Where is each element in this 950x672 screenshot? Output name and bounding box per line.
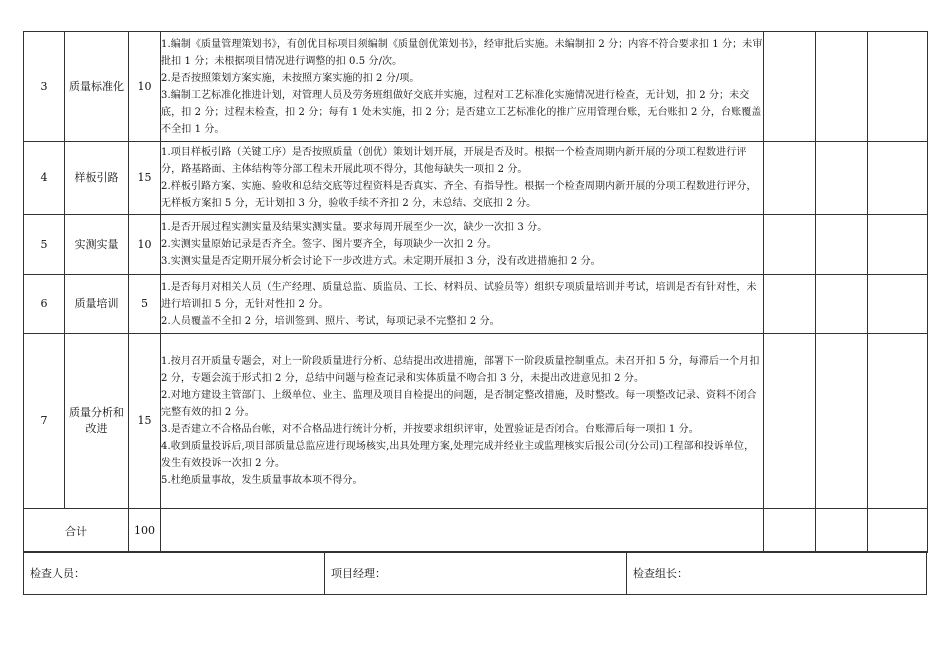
item-name: 质量标准化 [65,32,129,142]
row-number: 6 [24,275,65,334]
score-blank-cell [764,32,816,142]
score-blank-cell [816,142,868,215]
leader-signature-field[interactable] [627,552,926,594]
total-score: 100 [129,509,161,553]
total-label: 合计 [24,509,129,553]
criteria-cell [161,275,764,334]
manager-label: 项目经理： [331,567,386,580]
score-blank-cell [868,509,928,553]
inspector-label: 检查人员： [30,567,85,580]
criteria-line: 3.实测实量是否定期开展分析会讨论下一步改进方式。未定期开展扣 3 分，没有改进措施扣 2 分。 [161,256,601,267]
criteria-cell [161,334,764,509]
signature-row [23,551,927,595]
criteria-cell [161,142,764,215]
score-blank-cell [868,334,928,509]
criteria-line: 2.样板引路方案、实施、验收和总结交底等过程资料是否真实、齐全、有指导性。根据一个检查周期内新开展的分项工程数进行评分，无样板方案扣 5 分，无计划扣 3 分，验收手续不齐扣 2 分，未总结、交底扣 2 分。 [161,181,757,209]
criteria-line: 1.项目样板引路（关键工序）是否按照质量（创优）策划计划开展，开展是否及时。根据一个检查周期内新开展的分项工程数进行评分，路基路面、主体结构等分部工程未开展此项不得分，其他每缺失一项扣 2 分。 [161,147,747,175]
manager-signature-field[interactable] [325,552,627,594]
score-blank-cell [816,509,868,553]
score-blank-cell [816,275,868,334]
table-row [24,32,928,142]
score-blank-cell [868,142,928,215]
scoring-table [23,31,928,553]
item-score: 10 [129,32,161,142]
total-blank-cell [161,509,764,553]
table-row [24,142,928,215]
criteria-line: 1.是否每月对相关人员（生产经理、质量总监、质监员、工长、材料员、试验员等）组织专项质量培训并考试，培训是否有针对性，未进行培训扣 5 分，无针对性扣 2 分。 [161,281,757,310]
criteria-line: 1.按月召开质量专题会，对上一阶段质量进行分析、总结提出改进措施，部署下一阶段质量控制重点。未召开扣 5 分，每滞后一个月扣 2 分，专题会流于形式扣 2 分，总结中问题与检查记录和实体质量不吻合扣 3 分，未提出改进意见扣 2 分。 [161,356,760,384]
criteria-line: 3.是否建立不合格品台帐，对不合格品进行统计分析，并按要求组织评审，处置验证是否闭合。台账滞后每一项扣 1 分。 [161,424,699,435]
criteria-line: 2.对地方建设主管部门、上级单位、业主、监理及项目自检提出的问题，是否制定整改措施，及时整改。每一项整改记录、资料不闭合完整有效的扣 2 分。 [161,390,757,418]
row-number: 4 [24,142,65,215]
total-row [24,509,928,553]
criteria-cell [161,215,764,275]
item-name: 质量培训 [65,275,129,334]
score-blank-cell [816,334,868,509]
inspector-signature-field[interactable] [24,552,325,594]
item-name: 样板引路 [65,142,129,215]
item-score: 10 [129,215,161,275]
score-blank-cell [868,275,928,334]
criteria-cell [161,32,764,142]
score-blank-cell [868,215,928,275]
item-score: 15 [129,142,161,215]
table-row [24,275,928,334]
score-blank-cell [764,215,816,275]
criteria-line: 1.是否开展过程实测实量及结果实测实量。要求每周开展至少一次，缺少一次扣 3 分。 [161,222,548,233]
row-number: 5 [24,215,65,275]
criteria-line: 3.编制工艺标准化推进计划，对管理人员及劳务班组做好交底并实施，过程对工艺标准化实施情况进行检查，无计划，扣 2 分；未交底，扣 2 分；过程未检查，扣 2 分；每有 1 处未实施，扣 2 分；是否建立工艺标准化的推广应用管理台账，无台账扣 2 分，台账覆盖不全扣 1 分。 [161,89,762,135]
criteria-line: 2.实测实量原始记录是否齐全。签字、图片要齐全，每项缺少一次扣 2 分。 [161,239,497,250]
table-row [24,215,928,275]
score-blank-cell [868,32,928,142]
criteria-line: 2.人员覆盖不全扣 2 分，培训签到、照片、考试，每项记录不完整扣 2 分。 [161,315,500,327]
item-name: 质量分析和改进 [65,334,129,509]
score-blank-cell [816,215,868,275]
score-blank-cell [816,32,868,142]
criteria-line: 5.杜绝质量事故，发生质量事故本项不得分。 [161,475,363,486]
score-blank-cell [764,509,816,553]
criteria-line: 2.是否按照策划方案实施，未按照方案实施的扣 2 分/项。 [161,72,420,84]
score-blank-cell [764,275,816,334]
score-blank-cell [764,334,816,509]
leader-label: 检查组长： [633,567,688,580]
score-blank-cell [764,142,816,215]
criteria-line: 4.收到质量投诉后,项目部质量总监应进行现场核实,出具处理方案,处理完成并经业主或监理核实后报公司(分公司)工程部和投诉单位，发生有效投诉一次扣 2 分。 [161,441,755,469]
row-number: 3 [24,32,65,142]
row-number: 7 [24,334,65,509]
criteria-line: 1.编制《质量管理策划书》，有创优目标项目须编制《质量创优策划书》，经审批后实施。未编制扣 2 分；内容不符合要求扣 1 分；未审批扣 1 分；未根据项目情况进行调整的扣 0.5 分/次。 [161,38,763,67]
item-name: 实测实量 [65,215,129,275]
item-score: 15 [129,334,161,509]
item-score: 5 [129,275,161,334]
table-row [24,334,928,509]
